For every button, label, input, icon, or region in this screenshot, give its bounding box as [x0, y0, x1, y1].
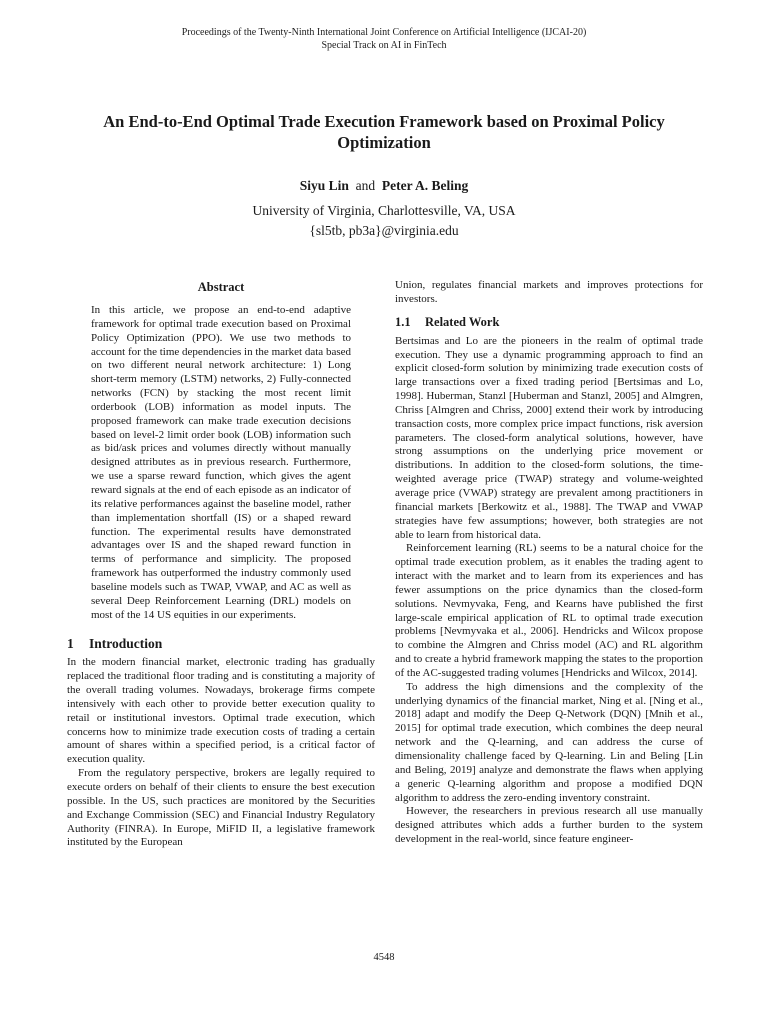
right-column — [395, 279, 703, 847]
running-header — [0, 26, 768, 52]
related-paragraph-3: To address the high dimensions and the complexity of the underlying dynamics of the financial market, Ning et al. [Ning et al., 2018] adapt and modify the Deep Q-Network (DQN) [Mnih et al., 2015] for optimal trade execution, which combines the deep neural network and the Q-learning, and can address the curse of dimensionality challenge faced by Q-learning. Lin and Beling [Lin and Beling, 2019] analyze and demonstrate the flaws when applying a generic Q-learning algorithm and propose a modified DQN algorithm to address the zero-ending inventory constraint. — [395, 680, 703, 804]
related-paragraph-4: However, the researchers in previous research all use manually designed attributes which adds a further burden to the system development in the real-world, since feature engineer- — [395, 805, 703, 846]
left-column — [67, 279, 375, 850]
author-2: Peter A. Beling — [381, 178, 469, 193]
section-heading-introduction — [67, 636, 375, 652]
author-line — [0, 177, 768, 195]
subsection-title: Related Work — [425, 314, 500, 329]
header-line-2: Special Track on AI in FinTech — [321, 40, 447, 51]
affiliation-block — [0, 201, 768, 241]
section-number: 1 — [67, 636, 74, 652]
related-paragraph-1: Bertsimas and Lo are the pioneers in the realm of optimal trade execution. They use a dynamic programming approach to find an explicit closed-form solution by minimizing trade execution costs of large transactions over a fixed trading period [Bertsimas and Lo, 1998]. Huberman, Stanzl [Huberman and Stanzl, 2005] and Almgren, Chriss [Almgren and Chriss, 2000] extend their work by introducing transaction costs, more complex price impact functions, risk aversion parameters. The closed-form analytical solutions, however, have strong assumptions on the underlying price movement or distributions. In addition to the closed-form solutions, the time-weighted average price (TWAP) strategy and volume-weighted average price (VWAP) strategy are prevalent among practitioners in financial markets [Berkowitz et al., 1988]. The TWAP and VWAP strategies have few assumptions; however, both strategies are not able to learn from historical data. — [395, 334, 703, 541]
paper-title: An End-to-End Optimal Trade Execution Framework based on Proximal Policy Optimization — [103, 112, 665, 152]
author-1: Siyu Lin — [299, 178, 349, 193]
affiliation: University of Virginia, Charlottesville, VA, USA — [252, 203, 516, 218]
related-paragraph-2: Reinforcement learning (RL) seems to be a natural choice for the optimal trade execution problem, as it enables the trading agent to interact with the market and to learn from its experiences and has fewer assumptions on the price dynamics than the closed-form solutions. Nevmyvaka, Feng, and Kearns have published the first large-scale empirical application of RL to optimal trade execution problems [Nevmyvaka et al., 2006]. Hendricks and Wilcox propose to combine the Almgren and Chriss model (AC) and RL algorithm and to create a hybrid framework mapping the states to the proportion of the AC-suggested trading volumes [Hendricks and Wilcox, 2014]. — [395, 542, 703, 679]
intro-paragraph-1: In the modern financial market, electronic trading has gradually replaced the traditional floor trading and is constituting a majority of the overall trading volumes. Nowadays, brokerage firms compete intensively with each other to provide better execution quality to retail or institutional investors. Optimal trade execution, which concerns how to minimize trade execution costs of trading a certain amount of shares within a specified period, is a critical factor of execution quality. — [67, 656, 375, 766]
header-line-1: Proceedings of the Twenty-Ninth International Joint Conference on Artificial Intelligence (IJCAI-20) — [181, 27, 587, 38]
intro-paragraph-2: From the regulatory perspective, brokers are legally required to execute orders on behalf of their clients to ensure the best execution possible. In the US, such practices are monitored by the Securities and Exchange Commission (SEC) and Financial Industry Regulatory Authority (FINRA). In Europe, MiFID II, a legislative framework instituted by the European — [67, 767, 375, 849]
section-title: Introduction — [89, 636, 163, 652]
email: {sl5tb, pb3a}@virginia.edu — [309, 223, 459, 238]
subsection-heading-related-work — [395, 315, 703, 330]
page-number: 4548 — [373, 952, 395, 963]
abstract-heading: Abstract — [197, 280, 245, 294]
intro-paragraph-2-continued: Union, regulates financial markets and improves protections for investors. — [395, 279, 703, 305]
abstract-text: In this article, we propose an end-to-end adaptive framework for optimal trade execution based on Proximal Policy Optimization (PPO). We use two methods to account for the time dependencies in the market data based on two different neural network architecture: 1) Long short-term memory (LSTM) networks, 2) Fully-connected networks (FCN) by stacking the most recent limit orderbook (LOB) information as model inputs. The proposed framework can make trade execution decisions based on level-2 limit order book (LOB) information such as bid/ask prices and volumes directly without manually designed attributes as in previous research. Furthermore, we use a sparse reward function, which gives the agent reward signals at the end of each episode as an indicator of its relative performances against the baseline model, rather than implementation shortfall (IS) or a shaped reward function. The experimental results have demonstrated advantages over IS and the shaped reward function in terms of performance and simplicity. The proposed framework has outperformed the industry commonly used baseline models such as TWAP, VWAP, and AC as well as several Deep Reinforcement Learning (DRL) models on most of the 14 US equities in our experiments. — [91, 304, 351, 621]
subsection-number: 1.1 — [395, 314, 411, 329]
author-conjunction: and — [355, 178, 376, 193]
